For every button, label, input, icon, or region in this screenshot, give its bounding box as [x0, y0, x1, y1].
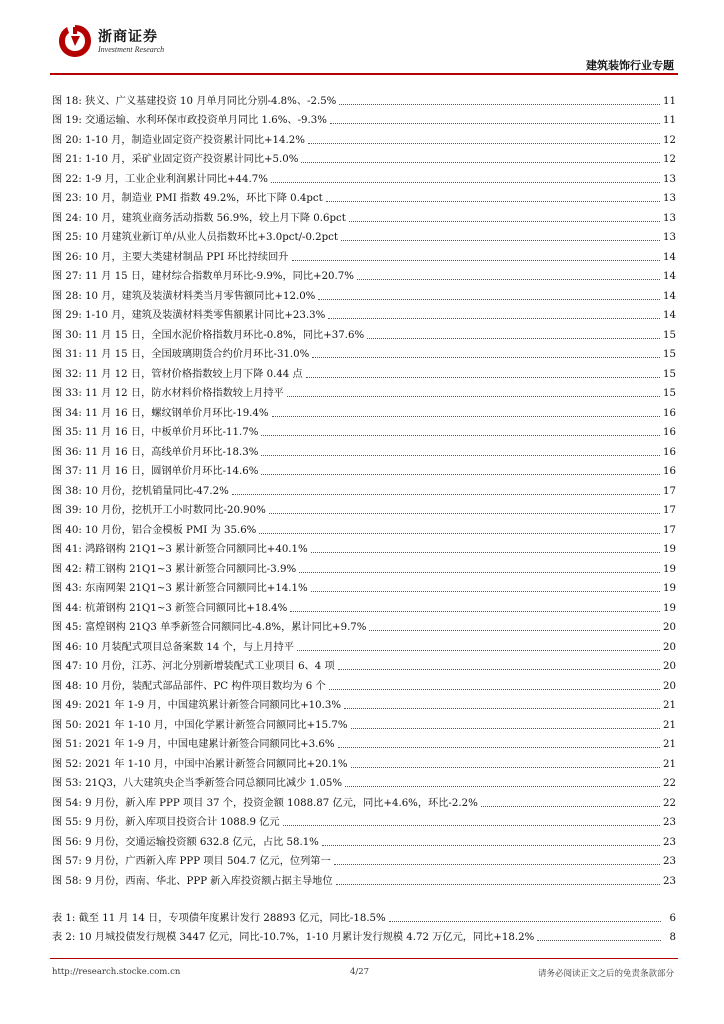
toc-entry-label: 图 28: [52, 290, 82, 302]
toc-entry-text: 11 月 16 日，中板单价月环比-11.7% [85, 427, 259, 438]
toc-entry-text: 10 月份，挖机开工小时数同比-20.90% [85, 505, 266, 516]
figure-toc-row[interactable] [52, 868, 676, 888]
dot-leader [338, 669, 660, 670]
toc-entry-label: 图 22: [52, 173, 82, 185]
toc-entry-label: 图 42: [52, 563, 82, 575]
toc-entry-label: 图 38: [52, 485, 82, 497]
toc-entry-label: 图 23: [52, 193, 82, 204]
company-logo [58, 24, 198, 68]
toc-entry-title [52, 544, 308, 556]
toc-entry-text: 10 月份，铝合金模板 PMI 为 35.6% [85, 524, 257, 536]
toc-entry-label: 图 19: [52, 115, 82, 126]
dot-leader [311, 552, 660, 553]
figure-toc-row[interactable] [52, 205, 676, 225]
dot-leader [311, 591, 660, 592]
toc-entry-page: 21 [663, 700, 676, 711]
dot-leader [297, 650, 660, 651]
toc-entry-text: 2021 年 1-10 月，中国化学累计新签合同额同比+15.7% [85, 719, 348, 731]
toc-entry-page: 12 [663, 134, 676, 146]
toc-entry-title [52, 798, 478, 810]
toc-entry-page: 13 [663, 212, 676, 224]
dot-leader [271, 182, 660, 183]
toc-entry-title [52, 876, 333, 888]
toc-entry-text: 1-10 月，制造业固定资产投资累计同比+14.2% [85, 134, 305, 146]
toc-entry-label: 图 54: [52, 797, 82, 809]
toc-entry-title [52, 310, 325, 322]
dot-leader [367, 338, 660, 339]
toc-entry-title [52, 388, 284, 400]
dot-leader [269, 513, 660, 514]
dot-leader [272, 416, 660, 417]
toc-entry-text: 9 月份，新入库 PPP 项目 37 个，投资金额 1088.87 亿元，同比+4.6%，环比-2.2% [85, 797, 478, 809]
toc-entry-text: 9 月份，交通运输投资额 632.8 亿元，占比 58.1% [85, 836, 319, 848]
toc-entry-title [52, 427, 258, 439]
dot-leader [349, 221, 660, 222]
toc-entry-text: 杭萧钢构 21Q1~3 新签合同额同比+18.4% [85, 602, 288, 614]
toc-entry-label: 图 34: [52, 407, 82, 419]
toc-entry-label: 图 52: [52, 758, 82, 770]
figure-toc-row[interactable] [52, 264, 676, 284]
dot-leader [330, 123, 660, 124]
toc-entry-title [52, 932, 534, 944]
toc-entry-text: 2021 年 1-9 月，中国电建累计新签合同额同比+3.6% [85, 739, 335, 750]
toc-entry-page: 11 [663, 115, 676, 126]
toc-entry-page: 20 [663, 661, 676, 672]
toc-entry-title [52, 174, 268, 186]
toc-entry-label: 图 49: [52, 700, 82, 711]
toc-entry-page: 19 [663, 544, 676, 555]
figure-toc-row[interactable] [52, 673, 676, 693]
page-number: 4/27 [350, 967, 370, 977]
toc-entry-title [52, 525, 256, 537]
header-divider [50, 73, 678, 75]
toc-entry-label: 表 1: [52, 912, 76, 924]
footer-disclaimer: 请务必阅读正文之后的免责条款部分 [537, 969, 674, 979]
toc-entry-page: 21 [663, 739, 676, 750]
toc-entry-page: 22 [663, 778, 676, 789]
toc-entry-page: 20 [663, 641, 676, 653]
dot-leader [389, 921, 661, 922]
dot-leader [357, 279, 660, 280]
toc-entry-page: 14 [663, 271, 676, 282]
toc-entry-title [52, 564, 296, 576]
dot-leader [232, 494, 660, 495]
toc-entry-text: 11 月 15 日，全国玻璃期货合约价月环比-31.0% [85, 349, 310, 360]
toc-entry-title [52, 681, 326, 693]
toc-entry-title [52, 642, 294, 654]
toc-entry-text: 21Q3，八大建筑央企当季新签合同总额同比减少 1.05% [85, 778, 343, 789]
toc-entry-page: 6 [669, 912, 676, 924]
dot-leader [345, 786, 660, 787]
toc-entry-page: 16 [663, 466, 676, 477]
footer-divider [50, 958, 678, 959]
page-footer [50, 958, 678, 988]
toc-entry-text: 11 月 12 日，防水材料价格指数较上月持平 [85, 388, 284, 399]
logo-chinese-name: 浙商证券 [98, 29, 158, 45]
toc-entry-page: 23 [663, 875, 676, 887]
toc-entry-page: 16 [663, 407, 676, 419]
toc-entry-label: 图 26: [52, 251, 82, 263]
figure-toc-row[interactable] [52, 576, 676, 596]
dot-leader [351, 767, 661, 768]
toc-entry-title [52, 505, 266, 517]
toc-entry-text: 10 月份，装配式部品部件、PC 构件项目数均为 6 个 [85, 680, 326, 692]
dot-leader [351, 728, 661, 729]
dot-leader [261, 455, 660, 456]
toc-entry-title [52, 369, 303, 381]
dot-leader [287, 396, 660, 397]
figure-toc-row[interactable] [52, 225, 676, 245]
figure-toc-row[interactable] [52, 303, 676, 323]
toc-entry-text: 11 月 15 日，建材综合指数单月环比-9.9%，同比+20.7% [85, 271, 354, 282]
dot-leader [339, 104, 660, 105]
figure-toc-row[interactable] [52, 147, 676, 167]
figure-toc-row[interactable] [52, 849, 676, 869]
dot-leader [334, 864, 660, 865]
toc-entry-label: 图 47: [52, 661, 82, 672]
dot-leader [306, 377, 660, 378]
figure-toc-row[interactable] [52, 400, 676, 420]
toc-entry-label: 图 43: [52, 583, 82, 594]
toc-entry-title [52, 115, 327, 127]
dot-leader [290, 611, 660, 612]
toc-entry-page: 19 [663, 583, 676, 594]
figure-toc-row[interactable] [52, 654, 676, 674]
toc-entry-text: 11 月 16 日，螺纹钢单价月环比-19.4% [85, 407, 269, 419]
dot-leader [261, 474, 660, 475]
toc-entry-page: 19 [663, 602, 676, 614]
dot-leader [299, 572, 660, 573]
toc-entry-page: 11 [663, 95, 676, 107]
toc-entry-page: 13 [663, 173, 676, 185]
figure-toc-row[interactable] [52, 771, 676, 791]
dot-leader [292, 260, 661, 261]
toc-entry-label: 图 30: [52, 329, 82, 341]
toc-entry-text: 10 月，主要大类建材制品 PPI 环比持续回升 [85, 251, 289, 263]
figure-toc-row[interactable] [52, 420, 676, 440]
figure-toc-row[interactable] [52, 244, 676, 264]
toc-entry-label: 图 27: [52, 271, 82, 282]
figure-toc-row[interactable] [52, 829, 676, 849]
toc-entry-label: 图 39: [52, 505, 82, 516]
toc-entry-label: 图 32: [52, 368, 82, 380]
figure-toc-row[interactable] [52, 751, 676, 771]
toc-entry-title [52, 739, 335, 751]
dot-leader [301, 162, 660, 163]
toc-entry-text: 2021 年 1-9 月，中国建筑累计新签合同额同比+10.3% [85, 700, 342, 711]
toc-entry-title [52, 856, 331, 868]
toc-entry-text: 10 月建筑业新订单/从业人员指数环比+3.0pct/-0.2pct [85, 232, 338, 243]
toc-entry-title [52, 349, 309, 361]
dot-leader [369, 630, 660, 631]
toc-entry-text: 精工钢构 21Q1~3 累计新签合同额同比-3.9% [85, 563, 297, 575]
figure-toc-row[interactable] [52, 517, 676, 537]
toc-entry-page: 12 [663, 154, 676, 165]
figure-toc-row[interactable] [52, 478, 676, 498]
toc-entry-label: 图 36: [52, 446, 82, 458]
toc-entry-title [52, 135, 305, 147]
toc-entry-text: 1-9 月，工业企业利润累计同比+44.7% [85, 173, 268, 185]
toc-entry-label: 图 33: [52, 388, 82, 399]
toc-entry-label: 图 24: [52, 212, 82, 224]
toc-entry-label: 图 53: [52, 778, 82, 789]
toc-entry-title [52, 213, 346, 225]
toc-entry-title [52, 720, 348, 732]
toc-entry-text: 富煌钢构 21Q3 单季新签合同额同比-4.8%，累计同比+9.7% [85, 622, 367, 633]
figure-toc-row[interactable] [52, 693, 676, 713]
toc-entry-page: 19 [663, 563, 676, 575]
toc-entry-label: 表 2: [52, 932, 76, 943]
dot-leader [283, 825, 660, 826]
figure-toc-row[interactable] [52, 732, 676, 752]
toc-entry-label: 图 46: [52, 641, 82, 653]
toc-entry-page: 15 [663, 349, 676, 360]
toc-entry-title [52, 330, 364, 342]
figure-toc-row[interactable] [52, 342, 676, 362]
toc-entry-text: 10 月份，挖机销量同比-47.2% [85, 485, 229, 497]
figure-toc-row[interactable] [52, 790, 676, 810]
toc-entry-label: 图 55: [52, 817, 82, 828]
toc-entry-text: 9 月份，西南、华北、PPP 新入库投资额占据主导地位 [85, 875, 333, 887]
toc-entry-page: 16 [663, 446, 676, 458]
toc-entry-page: 23 [663, 836, 676, 848]
toc-entry-label: 图 35: [52, 427, 82, 438]
toc-entry-label: 图 45: [52, 622, 82, 633]
toc-entry-title [52, 817, 280, 829]
figure-toc-row[interactable] [52, 459, 676, 479]
toc-entry-text: 10 月城投债发行规模 3447 亿元，同比-10.7%，1-10 月累计发行规模 4.72 万亿元，同比+18.2% [78, 932, 535, 943]
toc-entry-text: 10 月，建筑业商务活动指数 56.9%，较上月下降 0.6pct [85, 212, 346, 224]
dot-leader [344, 708, 660, 709]
report-title: 建筑装饰行业专题 [586, 59, 674, 72]
toc-entry-text: 11 月 15 日，全国水泥价格指数月环比-0.8%，同比+37.6% [85, 329, 365, 341]
toc-entry-label: 图 37: [52, 466, 82, 477]
figure-toc-row[interactable] [52, 322, 676, 342]
toc-entry-title [52, 232, 338, 244]
toc-entry-label: 图 40: [52, 524, 82, 536]
toc-entry-page: 8 [669, 932, 676, 943]
dot-leader [312, 357, 660, 358]
toc-entry-text: 11 月 16 日，圆钢单价月环比-14.6% [85, 466, 259, 477]
figure-toc-row[interactable] [52, 186, 676, 206]
figure-toc-row[interactable] [52, 556, 676, 576]
figure-toc-row[interactable] [52, 127, 676, 147]
dot-leader [326, 201, 660, 202]
toc-entry-page: 17 [663, 485, 676, 497]
toc-entry-text: 10 月，建筑及装潢材料类当月零售额同比+12.0% [85, 290, 316, 302]
figure-toc-row[interactable] [52, 537, 676, 557]
toc-entry-title [52, 759, 348, 771]
figure-list [52, 88, 676, 888]
table-toc-row[interactable] [52, 905, 676, 925]
dot-leader [537, 940, 661, 941]
table-list [52, 905, 676, 944]
toc-entry-label: 图 58: [52, 875, 82, 887]
toc-entry-label: 图 48: [52, 680, 82, 692]
toc-entry-text: 11 月 16 日，高线单价月环比-18.3% [85, 446, 259, 458]
toc-entry-text: 9 月份，广西新入库 PPP 项目 504.7 亿元，位列第一 [85, 856, 331, 867]
toc-entry-text: 9 月份，新入库项目投资合计 1088.9 亿元 [85, 817, 280, 828]
toc-entry-page: 14 [663, 290, 676, 302]
toc-entry-title [52, 913, 386, 925]
toc-entry-page: 17 [663, 524, 676, 536]
toc-entry-title [52, 154, 298, 166]
toc-entry-text: 11 月 12 日，管材价格指数较上月下降 0.44 点 [85, 368, 303, 380]
footer-url[interactable]: http://research.stocke.com.cn [52, 967, 181, 977]
toc-entry-title [52, 837, 319, 849]
toc-entry-page: 17 [663, 505, 676, 516]
toc-entry-title [52, 252, 289, 264]
toc-entry-label: 图 41: [52, 544, 82, 555]
toc-entry-label: 图 29: [52, 310, 82, 321]
page-header [50, 20, 678, 78]
dot-leader [341, 240, 660, 241]
toc-entry-title [52, 700, 341, 712]
toc-entry-page: 15 [663, 329, 676, 341]
toc-entry-page: 15 [663, 368, 676, 380]
toc-entry-title [52, 96, 336, 108]
figure-toc-row[interactable] [52, 361, 676, 381]
dot-leader [338, 747, 660, 748]
toc-entry-label: 图 44: [52, 602, 82, 614]
toc-entry-page: 21 [663, 719, 676, 731]
figure-toc-row[interactable] [52, 634, 676, 654]
toc-entry-text: 1-10 月，采矿业固定资产投资累计同比+5.0% [85, 154, 299, 165]
toc-entry-label: 图 51: [52, 739, 82, 750]
toc-entry-text: 10 月，制造业 PMI 指数 49.2%，环比下降 0.4pct [85, 193, 323, 204]
toc-entry-label: 图 21: [52, 154, 82, 165]
toc-entry-title [52, 486, 229, 498]
logo-emblem-icon [58, 24, 92, 58]
toc-entry-label: 图 20: [52, 134, 82, 146]
toc-entry-page: 13 [663, 232, 676, 243]
logo-english-name: Investment Research [98, 45, 165, 54]
dot-leader [481, 806, 660, 807]
dot-leader [336, 884, 660, 885]
toc-entry-title [52, 622, 366, 634]
toc-entry-text: 交通运输、水利环保市政投资单月同比 1.6%、-9.3% [85, 115, 327, 126]
toc-entry-text: 10 月份，江苏、河北分别新增装配式工业项目 6、4 项 [85, 661, 335, 672]
toc-entry-page: 13 [663, 193, 676, 204]
toc-entry-page: 16 [663, 427, 676, 438]
figure-toc-row[interactable] [52, 712, 676, 732]
toc-entry-text: 10 月装配式项目总备案数 14 个，与上月持平 [85, 641, 294, 653]
toc-entry-page: 15 [663, 388, 676, 399]
figure-toc-row[interactable] [52, 381, 676, 401]
toc-entry-label: 图 31: [52, 349, 82, 360]
figure-toc-row[interactable] [52, 615, 676, 635]
toc-entry-page: 20 [663, 680, 676, 692]
toc-entry-label: 图 18: [52, 95, 82, 107]
dot-leader [261, 435, 660, 436]
dot-leader [308, 143, 660, 144]
toc-entry-page: 14 [663, 310, 676, 321]
figure-toc-row[interactable] [52, 595, 676, 615]
toc-entry-page: 20 [663, 622, 676, 633]
toc-entry-label: 图 25: [52, 232, 82, 243]
toc-entry-title [52, 408, 269, 420]
toc-entry-title [52, 447, 258, 459]
toc-entry-label: 图 56: [52, 836, 82, 848]
figure-toc-row[interactable] [52, 88, 676, 108]
toc-entry-page: 23 [663, 856, 676, 867]
toc-entry-label: 图 50: [52, 719, 82, 731]
figure-toc-row[interactable] [52, 439, 676, 459]
toc-entry-title [52, 603, 287, 615]
toc-entry-title [52, 193, 323, 205]
toc-entry-text: 截至 11 月 14 日，专项债年度累计发行 28893 亿元，同比-18.5% [78, 912, 386, 924]
toc-entry-title [52, 778, 342, 790]
dot-leader [329, 689, 660, 690]
toc-entry-page: 14 [663, 251, 676, 263]
toc-entry-text: 狭义、广义基建投资 10 月单月同比分别-4.8%、-2.5% [85, 95, 337, 107]
toc-entry-text: 2021 年 1-10 月，中国中冶累计新签合同额同比+20.1% [85, 758, 348, 770]
toc-entry-title [52, 271, 354, 283]
figure-toc-row[interactable] [52, 498, 676, 518]
figure-toc-row[interactable] [52, 108, 676, 128]
toc-entry-label: 图 57: [52, 856, 82, 867]
toc-entry-text: 鸿路钢构 21Q1~3 累计新签合同额同比+40.1% [85, 544, 308, 555]
dot-leader [322, 845, 660, 846]
dot-leader [318, 299, 660, 300]
toc-entry-title [52, 583, 308, 595]
toc-entry-text: 东南网架 21Q1~3 累计新签合同额同比+14.1% [85, 583, 308, 594]
toc-entry-page: 23 [663, 817, 676, 828]
figure-toc-row[interactable] [52, 283, 676, 303]
toc-entry-title [52, 291, 315, 303]
figure-toc-row[interactable] [52, 810, 676, 830]
dot-leader [259, 533, 660, 534]
figure-toc-row[interactable] [52, 166, 676, 186]
dot-leader [328, 318, 660, 319]
toc-entry-page: 21 [663, 758, 676, 770]
table-toc-row[interactable] [52, 925, 676, 945]
toc-entry-title [52, 661, 335, 673]
toc-entry-title [52, 466, 258, 478]
toc-entry-page: 22 [663, 797, 676, 809]
toc-entry-text: 1-10 月，建筑及装潢材料类零售额累计同比+23.3% [85, 310, 326, 321]
